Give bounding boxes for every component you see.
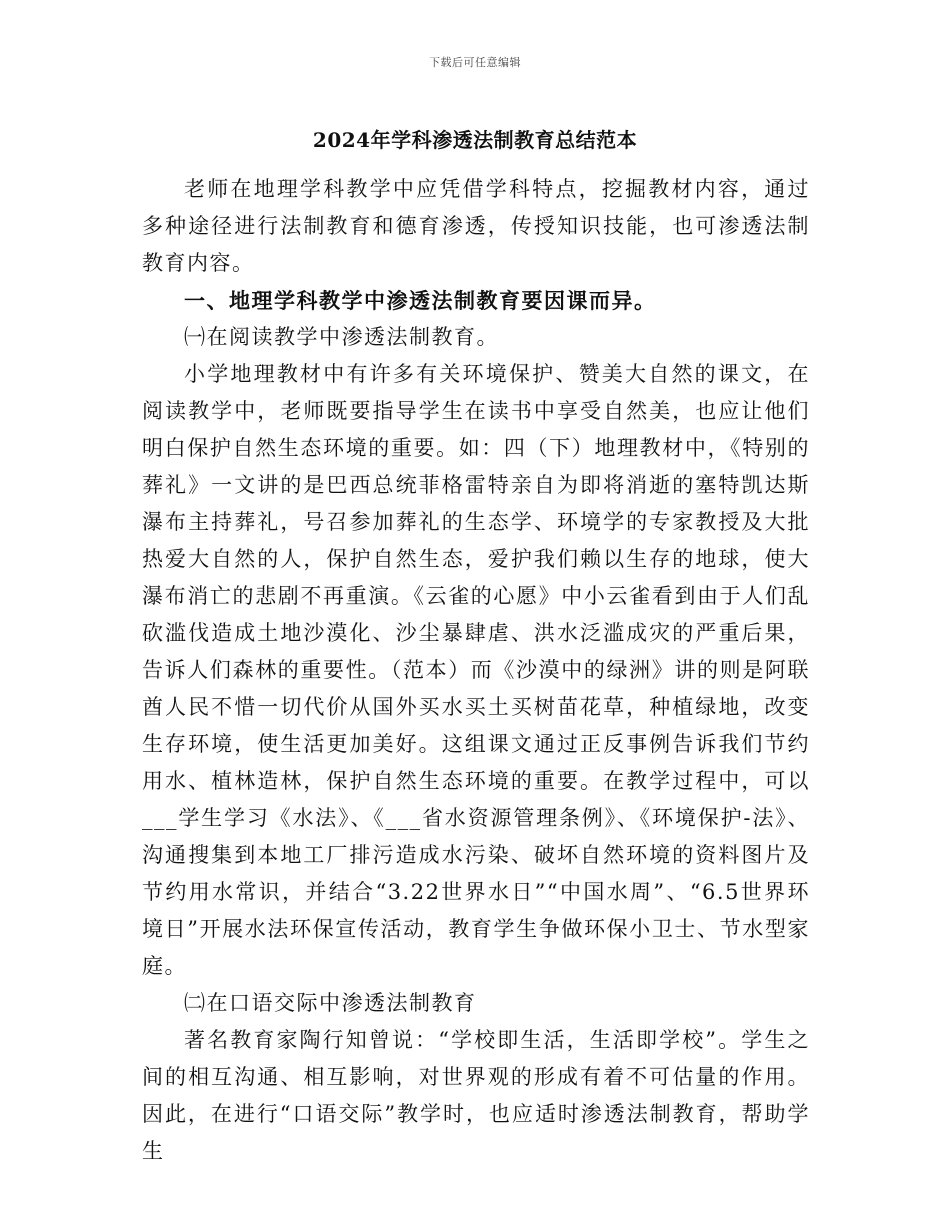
intro-paragraph: 老师在地理学科教学中应凭借学科特点，挖掘教材内容，通过多种途径进行法制教育和德育渗透，传授知识技能，也可渗透法制教育内容。 xyxy=(142,177,810,275)
page-header-note: 下载后可任意编辑 xyxy=(429,56,521,69)
subsection-heading-reading: ㈠在阅读教学中渗透法制教育。 xyxy=(184,325,499,349)
document-title: 2024年学科渗透法制教育总结范本 xyxy=(312,128,638,152)
oral-paragraph: 著名教育家陶行知曾说：“学校即生活，生活即学校”。学生之间的相互沟通、相互影响，对世界观的形成有着不可估量的作用。因此，在进行“口语交际”教学时，也应适时渗透法制教育，帮助学生 xyxy=(142,1028,810,1163)
document-body xyxy=(142,171,810,1170)
section-heading: 一、地理学科教学中渗透法制教育要因课而异。 xyxy=(184,288,657,313)
reading-paragraph: 小学地理教材中有许多有关环境保护、赞美大自然的课文，在阅读教学中，老师既要指导学生在读书中享受自然美，也应让他们明白保护自然生态环境的重要。如：四（下）地理教材中，《特别的葬礼》一文讲的是巴西总统菲格雷特亲自为即将消逝的塞特凯达斯瀑布主持葬礼，号召参加葬礼的生态学、环境学的专家教授及大批热爱大自然的人，保护自然生态，爱护我们赖以生存的地球，使大瀑布消亡的悲剧不再重演。《云雀的心愿》中小云雀看到由于人们乱砍滥伐造成土地沙漠化、沙尘暴肆虐、洪水泛滥成灾的严重后果，告诉人们森林的重要性。（范本）而《沙漠中的绿洲》讲的则是阿联酋人民不惜一切代价从国外买水买土买树苗花草，种植绿地，改变生存环境，使生活更加美好。这组课文通过正反事例告诉我们节约用水、植林造林，保护自然生态环境的重要。在教学过程中，可以___学生学习《水法》、《___省水资源管理条例》、《环境保护-法》、沟通搜集到本地工厂排污造成水污染、破坏自然环境的资料图片及节约用水常识，并结合“3.22世界水日”“中国水周”、“6.5世界环境日”开展水法环保宣传活动，教育学生争做环保小卫士、节水型家庭。 xyxy=(142,362,810,978)
subsection-heading-oral: ㈡在口语交际中渗透法制教育 xyxy=(184,991,477,1015)
